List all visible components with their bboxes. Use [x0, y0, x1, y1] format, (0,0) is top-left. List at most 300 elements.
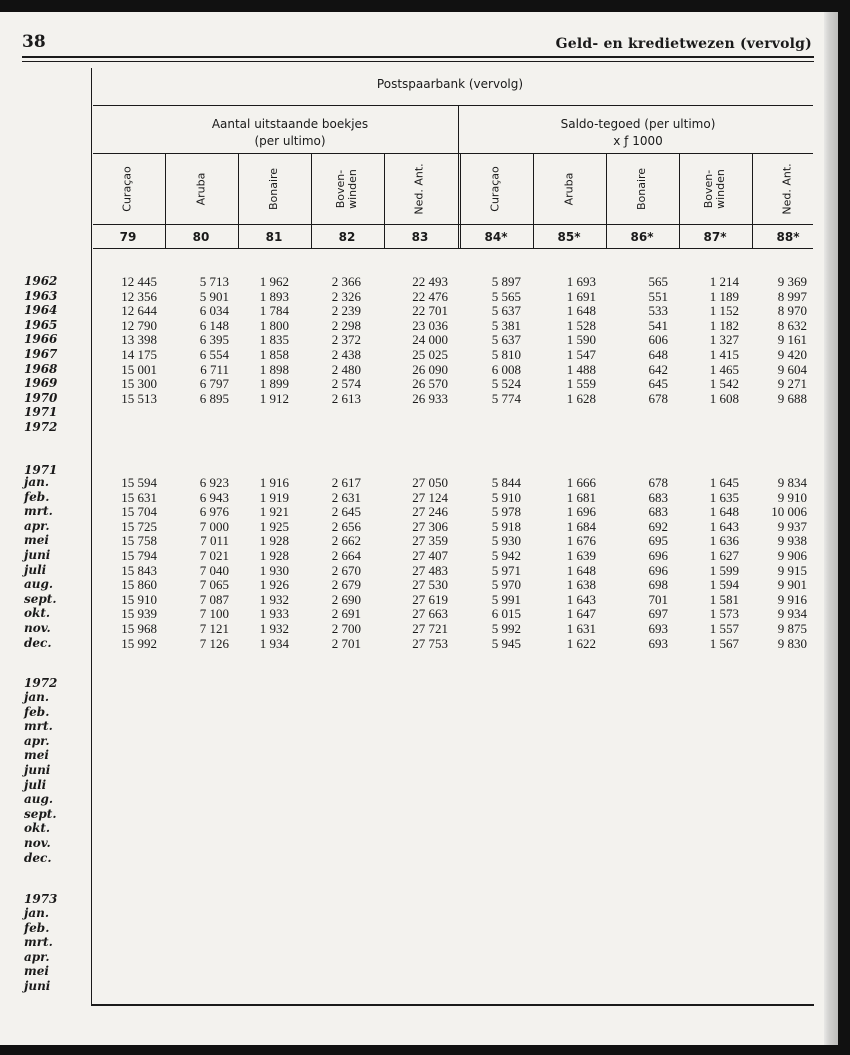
row-label: 1972 [24, 420, 58, 434]
table-cell: 1 559 [566, 376, 596, 392]
table-cell: 9 830 [777, 635, 807, 651]
column-number: 84* [484, 230, 508, 244]
row-label: apr. [24, 518, 50, 533]
table-cell: 698 [648, 577, 668, 593]
row-label: juni [24, 979, 51, 993]
top-rule-thin [22, 61, 814, 62]
table-cell: 23 036 [412, 317, 448, 333]
table-cell: 693 [648, 635, 668, 651]
table-cell: 10 006 [771, 504, 807, 520]
table-cell: 2 438 [331, 347, 361, 362]
table-cell: 1 919 [259, 489, 289, 505]
table-cell: 692 [648, 518, 668, 534]
table-cell: 1 189 [709, 288, 739, 304]
table-cell: 15 794 [121, 548, 157, 563]
table-cell: 27 306 [412, 518, 448, 534]
table-cell: 5 930 [491, 533, 521, 549]
table-cell: 2 690 [331, 591, 361, 607]
table-cell: 27 483 [412, 562, 448, 578]
table-cell: 25 025 [412, 347, 448, 362]
page-edge-shadow [824, 12, 838, 1045]
row-label: dec. [24, 635, 52, 650]
column-header-label: Aruba [194, 172, 207, 206]
table-cell: 1 898 [259, 361, 289, 377]
table-cell: 1 599 [709, 562, 739, 578]
row-label: apr. [24, 949, 50, 964]
row-label: dec. [24, 850, 52, 865]
table-cell: 2 631 [331, 489, 361, 505]
table-cell: 6 976 [199, 504, 229, 520]
table-cell: 9 916 [777, 591, 807, 607]
table-cell: 27 721 [412, 621, 448, 636]
table-cell: 1 648 [709, 504, 739, 520]
column-number: 86* [630, 230, 654, 244]
table-cell: 7 021 [199, 548, 229, 563]
table-cell: 7 087 [199, 591, 229, 607]
row-label: nov. [24, 836, 51, 850]
table-cell: 6 395 [199, 332, 229, 348]
table-cell: 15 843 [121, 562, 157, 578]
table-cell: 1 912 [259, 390, 289, 406]
table-cell: 5 565 [491, 288, 521, 304]
column-header-label: Ned. Ant. [413, 163, 426, 215]
column-header-label: Boven- winden [334, 169, 359, 209]
row-label: 1971 [24, 405, 58, 420]
column-divider [679, 154, 680, 248]
table-cell: 1 327 [709, 332, 739, 348]
column-header [607, 158, 677, 220]
table-cell: 1 528 [566, 317, 596, 333]
table-cell: 2 617 [331, 475, 361, 490]
table-cell: 5 991 [491, 591, 521, 607]
table-cell: 1 932 [259, 621, 289, 636]
table-cell: 9 420 [777, 347, 807, 362]
table-cell: 9 915 [777, 562, 807, 578]
table-cell: 6 797 [199, 376, 229, 392]
column-head-rule [93, 224, 813, 225]
table-cell: 9 938 [777, 533, 807, 549]
table-cell: 27 359 [412, 533, 448, 549]
table-cell: 1 921 [259, 504, 289, 520]
table-cell: 12 356 [121, 288, 157, 304]
table-cell: 6 923 [199, 475, 229, 490]
table-cell: 1 590 [566, 332, 596, 348]
table-cell: 6 008 [491, 361, 521, 377]
table-cell: 6 943 [199, 489, 229, 505]
row-label: feb. [24, 920, 50, 935]
table-cell: 5 713 [199, 274, 229, 289]
table-cell: 678 [648, 390, 668, 406]
table-cell: 1 594 [709, 577, 739, 593]
table-cell: 6 895 [199, 390, 229, 406]
table-cell: 565 [648, 274, 668, 289]
table-cell: 12 790 [121, 317, 157, 333]
table-cell: 7 065 [199, 577, 229, 593]
table-cell: 1 415 [709, 347, 739, 362]
table-cell: 1 152 [709, 303, 739, 319]
table-cell: 2 656 [331, 518, 361, 534]
row-label: jan. [24, 906, 50, 920]
table-cell: 541 [648, 317, 668, 333]
table-cell: 1 932 [259, 591, 289, 607]
row-label: jan. [24, 690, 50, 704]
table-cell: 15 704 [121, 504, 157, 520]
table-cell: 22 701 [412, 303, 448, 319]
table-cell: 9 901 [777, 577, 807, 593]
table-cell: 7 100 [199, 606, 229, 622]
table-cell: 5 637 [491, 303, 521, 319]
table-cell: 2 701 [331, 635, 361, 651]
table-cell: 22 493 [412, 274, 448, 289]
table-cell: 2 480 [331, 361, 361, 377]
table-cell: 696 [648, 562, 668, 578]
row-label: mrt. [24, 935, 53, 950]
table-cell: 2 662 [331, 533, 361, 549]
column-divider [752, 154, 753, 248]
table-cell: 1 893 [259, 288, 289, 304]
table-cell: 9 875 [777, 621, 807, 636]
table-cell: 15 300 [121, 376, 157, 392]
table-cell: 1 639 [566, 548, 596, 563]
table-cell: 15 968 [121, 621, 157, 636]
table-cell: 1 581 [709, 591, 739, 607]
table-cell: 1 928 [259, 548, 289, 563]
table-cell: 696 [648, 548, 668, 563]
group-header: Postspaarbank (vervolg) [376, 77, 524, 91]
row-label: juni [24, 548, 51, 562]
table-cell: 15 631 [121, 489, 157, 505]
row-label: aug. [24, 577, 54, 592]
table-cell: 27 753 [412, 635, 448, 651]
table-cell: 14 175 [121, 347, 157, 362]
table-cell: 642 [648, 361, 668, 377]
table-cell: 701 [648, 591, 668, 607]
column-number: 80 [192, 230, 210, 244]
table-cell: 22 476 [412, 288, 448, 304]
column-number: 88* [776, 230, 800, 244]
table-cell: 5 844 [491, 475, 521, 490]
column-header-label: Curaçao [489, 166, 502, 212]
table-cell: 1 858 [259, 347, 289, 362]
table-cell: 1 627 [709, 548, 739, 563]
column-header [166, 158, 236, 220]
table-cell: 678 [648, 475, 668, 490]
table-cell: 27 124 [412, 489, 448, 505]
column-header-label: Ned. Ant. [781, 163, 794, 215]
table-cell: 5 910 [491, 489, 521, 505]
table-cell: 1 648 [566, 562, 596, 578]
table-cell: 1 930 [259, 562, 289, 578]
section-header-left [150, 116, 430, 150]
table-cell: 1 691 [566, 288, 596, 304]
column-header-label: Bonaire [267, 167, 280, 211]
row-label: 1970 [24, 390, 58, 405]
row-label: mrt. [24, 719, 53, 734]
table-cell: 1 557 [709, 621, 739, 636]
table-cell: 606 [648, 332, 668, 348]
table-cell: 1 488 [566, 361, 596, 377]
table-cell: 551 [648, 288, 668, 304]
page-number: 38 [22, 32, 46, 52]
table-cell: 1 638 [566, 577, 596, 593]
table-cell: 1 643 [566, 591, 596, 607]
table-cell: 9 934 [777, 606, 807, 622]
row-label: mei [24, 964, 49, 979]
row-label: mrt. [24, 504, 53, 519]
group-header-rule [93, 105, 813, 106]
column-number-rule [93, 248, 813, 249]
bottom-rule [92, 1004, 814, 1006]
section-header-right [498, 116, 778, 150]
table-cell: 15 910 [121, 591, 157, 607]
table-cell: 2 239 [331, 303, 361, 319]
column-divider [165, 154, 166, 248]
table-cell: 1 681 [566, 489, 596, 505]
table-cell: 6 711 [200, 361, 229, 377]
table-cell: 648 [648, 347, 668, 362]
table-cell: 1 648 [566, 303, 596, 319]
row-label: apr. [24, 733, 50, 748]
page-title: Geld- en kredietwezen (vervolg) [555, 36, 812, 52]
row-label: 1964 [24, 303, 58, 318]
table-cell: 15 939 [121, 606, 157, 622]
table-cell: 683 [648, 489, 668, 505]
column-header-label: Curaçao [121, 166, 134, 212]
table-cell: 7 011 [200, 533, 229, 549]
table-cell: 5 978 [491, 504, 521, 520]
table-cell: 533 [648, 303, 668, 319]
table-cell: 5 897 [491, 274, 521, 289]
column-number: 82 [338, 230, 356, 244]
column-number: 87* [703, 230, 727, 244]
table-cell: 9 910 [777, 489, 807, 505]
table-cell: 2 691 [331, 606, 361, 622]
table-cell: 2 366 [331, 274, 361, 289]
column-header [534, 158, 604, 220]
row-label: 1973 [24, 892, 58, 906]
table-cell: 1 647 [566, 606, 596, 622]
column-divider [384, 154, 385, 248]
column-header [461, 158, 531, 220]
table-cell: 27 663 [412, 606, 448, 622]
table-cell: 6 015 [491, 606, 521, 622]
table-cell: 697 [648, 606, 668, 622]
table-cell: 8 970 [777, 303, 807, 319]
top-rule [22, 56, 814, 58]
table-cell: 9 937 [777, 518, 807, 534]
section-header-rule [93, 153, 813, 154]
table-cell: 7 126 [199, 635, 229, 651]
row-label: juli [24, 777, 47, 792]
table-cell: 1 573 [709, 606, 739, 622]
table-cell: 1 182 [709, 317, 739, 333]
column-divider [460, 154, 461, 248]
table-cell: 2 613 [331, 390, 361, 406]
table-cell: 5 918 [491, 518, 521, 534]
table-cell: 15 860 [121, 577, 157, 593]
table-cell: 1 567 [709, 635, 739, 651]
table-cell: 15 001 [121, 361, 157, 377]
row-label: 1965 [24, 317, 58, 332]
table-cell: 9 688 [777, 390, 807, 406]
row-label: 1968 [24, 361, 58, 376]
row-label: sept. [24, 806, 57, 821]
section-divider [458, 106, 459, 248]
row-label: juli [24, 562, 47, 577]
table-cell: 27 407 [412, 548, 448, 563]
table-cell: 12 445 [121, 274, 157, 289]
table-cell: 1 933 [259, 606, 289, 622]
table-cell: 1 542 [709, 376, 739, 392]
table-cell: 645 [648, 376, 668, 392]
table-cell: 2 670 [331, 562, 361, 578]
column-header-label: Bonaire [635, 167, 648, 211]
column-number: 85* [557, 230, 581, 244]
table-cell: 2 372 [331, 332, 361, 348]
section-left-title: Aantal uitstaande boekjes [211, 117, 369, 131]
table-cell: 1 676 [566, 533, 596, 549]
table-cell: 695 [648, 533, 668, 549]
row-label: okt. [24, 606, 51, 621]
table-cell: 26 933 [412, 390, 448, 406]
table-cell: 7 040 [199, 562, 229, 578]
table-cell: 9 834 [777, 475, 807, 490]
table-cell: 9 906 [777, 548, 807, 563]
section-left-subtitle: (per ultimo) [254, 134, 326, 148]
table-cell: 1 784 [259, 303, 289, 319]
table-cell: 5 637 [491, 332, 521, 348]
table-cell: 1 835 [259, 332, 289, 348]
table-cell: 5 524 [491, 376, 521, 392]
table-cell: 8 632 [777, 317, 807, 333]
table-cell: 2 574 [331, 376, 361, 392]
table-cell: 1 899 [259, 376, 289, 392]
row-label: mei [24, 748, 49, 763]
table-cell: 27 530 [412, 577, 448, 593]
row-label: 1966 [24, 332, 58, 347]
table-cell: 2 700 [331, 621, 361, 636]
table-cell: 2 645 [331, 504, 361, 520]
column-number: 81 [265, 230, 283, 244]
table-cell: 9 369 [777, 274, 807, 289]
column-header-label: Aruba [562, 172, 575, 206]
table-cell: 1 622 [566, 635, 596, 651]
table-cell: 13 398 [121, 332, 157, 348]
table-cell: 27 246 [412, 504, 448, 520]
table-cell: 5 992 [491, 621, 521, 636]
page-sheet [0, 12, 838, 1045]
table-cell: 26 090 [412, 361, 448, 377]
table-cell: 5 970 [491, 577, 521, 593]
column-header [312, 158, 382, 220]
table-cell: 12 644 [121, 303, 157, 319]
column-divider [606, 154, 607, 248]
table-cell: 1 925 [259, 518, 289, 534]
table-cell: 5 810 [491, 347, 521, 362]
table-cell: 7 121 [199, 621, 229, 636]
table-cell: 2 679 [331, 577, 361, 593]
column-header [239, 158, 309, 220]
row-label: 1963 [24, 288, 58, 303]
table-cell: 1 547 [566, 347, 596, 362]
table-cell: 683 [648, 504, 668, 520]
table-cell: 1 465 [709, 361, 739, 377]
column-divider [533, 154, 534, 248]
row-label: aug. [24, 792, 54, 807]
table-cell: 2 326 [331, 288, 361, 304]
column-header-label: Boven- winden [702, 169, 727, 209]
column-header [680, 158, 750, 220]
row-label: 1971 [24, 463, 58, 477]
table-cell: 15 758 [121, 533, 157, 549]
table-cell: 6 148 [199, 317, 229, 333]
table-cell: 1 628 [566, 390, 596, 406]
row-label: 1969 [24, 376, 58, 391]
table-cell: 5 945 [491, 635, 521, 651]
table-cell: 5 381 [491, 317, 521, 333]
table-cell: 693 [648, 621, 668, 636]
table-cell: 27 619 [412, 591, 448, 607]
row-label: feb. [24, 489, 50, 504]
table-cell: 2 664 [331, 548, 361, 563]
row-label: okt. [24, 821, 51, 836]
table-cell: 6 034 [199, 303, 229, 319]
row-label: nov. [24, 621, 51, 635]
table-cell: 9 271 [777, 376, 807, 392]
table-cell: 15 992 [121, 635, 157, 651]
table-cell: 1 962 [259, 274, 289, 289]
table-cell: 8 997 [777, 288, 807, 304]
table-cell: 5 971 [491, 562, 521, 578]
table-cell: 26 570 [412, 376, 448, 392]
table-cell: 9 161 [777, 332, 807, 348]
section-right-subtitle: x ƒ 1000 [613, 134, 663, 148]
table-cell: 1 800 [259, 317, 289, 333]
table-cell: 1 684 [566, 518, 596, 534]
table-cell: 1 631 [566, 621, 596, 636]
table-cell: 1 934 [259, 635, 289, 651]
table-cell: 1 666 [566, 475, 596, 490]
row-label: mei [24, 533, 49, 548]
column-header [385, 158, 455, 220]
table-cell: 1 608 [709, 390, 739, 406]
section-right-title: Saldo-tegoed (per ultimo) [560, 117, 716, 131]
column-divider [238, 154, 239, 248]
table-cell: 27 050 [412, 475, 448, 490]
table-cell: 1 696 [566, 504, 596, 520]
table-cell: 1 645 [709, 475, 739, 490]
column-divider [311, 154, 312, 248]
column-number: 83 [411, 230, 429, 244]
table-cell: 15 594 [121, 475, 157, 490]
table-cell: 5 774 [491, 390, 521, 406]
table-cell: 1 635 [709, 489, 739, 505]
table-cell: 7 000 [199, 518, 229, 534]
table-cell: 1 926 [259, 577, 289, 593]
row-label: sept. [24, 591, 57, 606]
row-label: feb. [24, 704, 50, 719]
row-label: 1962 [24, 274, 58, 288]
row-label: 1972 [24, 676, 58, 690]
row-label: 1967 [24, 347, 58, 361]
table-cell: 1 693 [566, 274, 596, 289]
table-cell: 9 604 [777, 361, 807, 377]
table-cell: 1 214 [709, 274, 739, 289]
table-cell: 1 636 [709, 533, 739, 549]
table-cell: 5 901 [199, 288, 229, 304]
table-cell: 1 928 [259, 533, 289, 549]
table-cell: 6 554 [199, 347, 229, 362]
